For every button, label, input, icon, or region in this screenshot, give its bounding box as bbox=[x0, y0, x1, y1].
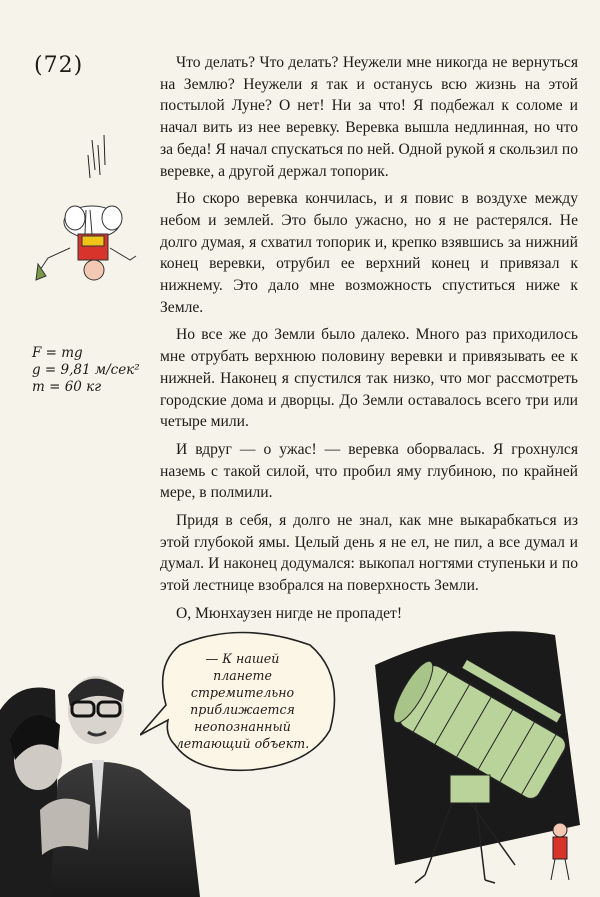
falling-munchausen-illustration bbox=[30, 130, 150, 300]
paragraph: Что делать? Что делать? Неужели мне никогда не вернуться на Землю? Неужели я так и останусь всю жизнь на этой постылой Луне? О нет! Ни за что! Я подбежал к соломе и начал вить из нее веревку. Веревка вышла недлинная, но что за беда! Я начал спускаться по ней. Одной рукой я скользил по веревке, а другой держал топорик. bbox=[160, 54, 578, 180]
bubble-line: летающий объект. bbox=[175, 736, 310, 751]
telescope-illustration bbox=[355, 625, 595, 890]
speech-bubble-text bbox=[165, 650, 320, 752]
page-number: (72) bbox=[34, 53, 84, 78]
physics-formula bbox=[32, 345, 140, 396]
formula-line: m = 60 кг bbox=[32, 379, 102, 395]
bubble-line: планете bbox=[213, 668, 272, 683]
paragraph: И вдруг — о ужас! — веревка оборвалась. Я грохнулся наземь с такой силой, что пробил яму глубиною, по крайней мере, в полмили. bbox=[160, 440, 578, 502]
paragraph: Но все же до Земли было далеко. Много раз приходилось мне отрубать верхнюю половину веревки и привязывать ее к нижней. Наконец я спустился так низко, что мог рассмотреть городские дома и дворцы. До Земли оставалось всего три или четыре мили. bbox=[160, 326, 578, 431]
paragraph: Но скоро веревка кончилась, и я повис в воздухе между небом и землей. Это было ужасно, но я не растерялся. Не долго думая, я схватил топорик и, крепко взявшись за нижний конец веревки, отрубил ее верхний конец и привязал к нижнему. Это дало мне возможность спуститься ниже к Земле. bbox=[160, 190, 578, 316]
bubble-line: — К нашей bbox=[205, 651, 280, 666]
formula-line: g = 9,81 м/сек² bbox=[32, 362, 140, 378]
paragraph: Придя в себя, я долго не знал, как мне выкарабкаться из этой глубокой ямы. Целый день я не ел, не пил, а все думал и думал. И наконец додумался: выкопал ногтями ступеньки и по этой лестнице взобрался на поверхность Земли. bbox=[160, 512, 578, 595]
bubble-line: приближается bbox=[190, 702, 295, 717]
story-text bbox=[160, 52, 578, 631]
bubble-line: стремительно bbox=[190, 685, 295, 700]
bubble-line: неопознанный bbox=[194, 719, 291, 734]
formula-line: F = mg bbox=[32, 345, 83, 361]
paragraph: О, Мюнхаузен нигде не пропадет! bbox=[176, 604, 403, 622]
